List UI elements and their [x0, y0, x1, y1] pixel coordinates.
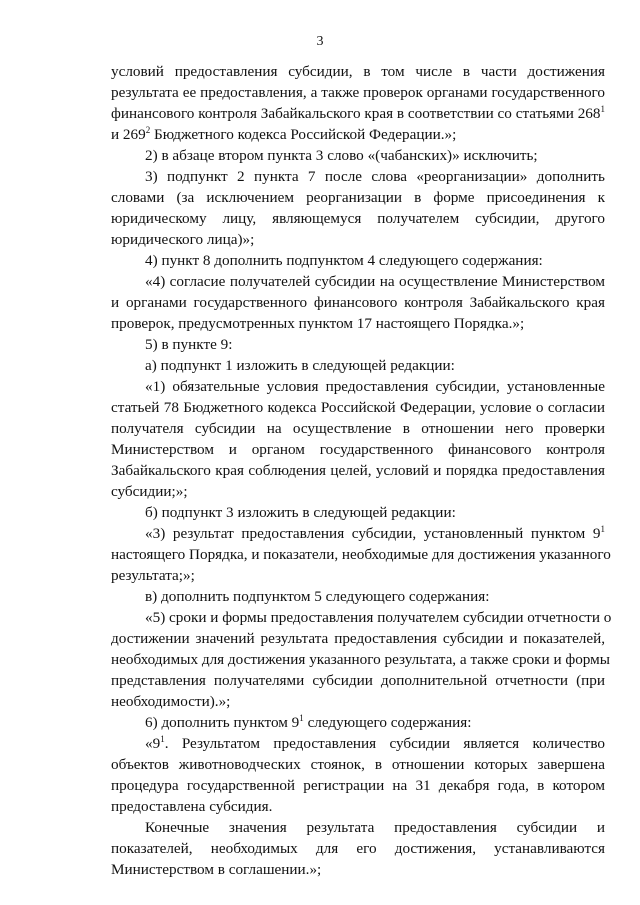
text-line: словами (за исключением реорганизации в форме присоединения к	[111, 189, 605, 206]
text-fragment: следующего содержания:	[303, 714, 472, 731]
text-fragment: Бюджетного кодекса Российской Федерации.»;	[150, 126, 457, 143]
text-line: 2) в абзаце втором пункта 3 слово «(чабанских)» исключить;	[145, 147, 538, 164]
text-fragment: «9	[145, 735, 161, 752]
text-line: в) дополнить подпунктом 5 следующего содержания:	[145, 588, 490, 605]
superscript: 1	[299, 713, 304, 723]
text-line: Министерством в соглашении.»;	[111, 861, 322, 878]
superscript: 1	[600, 524, 605, 534]
text-line: необходимых для достижения указанного результата, а также сроки и формы	[111, 651, 610, 668]
text-line: результата ее предоставления, а также проверок органами государственного	[111, 84, 605, 101]
text-line: «4) согласие получателей субсидии на осуществление Министерством	[145, 273, 605, 290]
text-line: Забайкальского края соблюдения целей, условий и порядка предоставления	[111, 462, 605, 479]
text-line: представления получателями субсидии дополнительной отчетности (при	[111, 672, 605, 689]
text-line: 5) в пункте 9:	[145, 336, 233, 353]
text-line: Министерством и органом государственного финансового контроля	[111, 441, 605, 458]
page-number: 3	[316, 34, 324, 49]
superscript: 1	[160, 734, 165, 744]
text-fragment: и 269	[111, 126, 146, 143]
text-line: предоставлена субсидия.	[111, 798, 273, 815]
text-line: статьей 78 Бюджетного кодекса Российской Федерации, условие о согласии	[111, 399, 605, 416]
text-line	[145, 713, 605, 733]
text-line: проверок, предусмотренных пунктом 17 настоящего Порядка.»;	[111, 315, 525, 332]
text-line: а) подпункт 1 изложить в следующей редакции:	[145, 357, 455, 374]
text-line: результата;»;	[111, 567, 195, 584]
text-line: «5) сроки и формы предоставления получателем субсидии отчетности о	[145, 609, 612, 626]
text-line: 4) пункт 8 дополнить подпунктом 4 следующего содержания:	[145, 252, 543, 269]
text-line: достижении значений результата предоставления субсидии и показателей,	[111, 630, 605, 647]
text-line: 3) подпункт 2 пункта 7 после слова «реорганизации» дополнить	[145, 168, 605, 185]
superscript: 1	[600, 104, 605, 114]
text-line: получателя субсидии на осуществление в отношении него проверки	[111, 420, 605, 437]
text-line: «1) обязательные условия предоставления субсидии, установленные	[145, 378, 605, 395]
text-line	[111, 104, 605, 124]
text-fragment: финансового контроля Забайкальского края в соответствии со статьями 268	[111, 105, 601, 122]
text-line	[111, 125, 605, 145]
text-fragment: 6) дополнить пунктом 9	[145, 714, 300, 731]
superscript: 2	[145, 125, 151, 135]
text-line: показателей, необходимых для его достижения, устанавливаются	[111, 840, 605, 857]
text-line: юридического лица)»;	[111, 231, 255, 248]
text-line: необходимости).»;	[111, 693, 231, 710]
text-line: Конечные значения результата предоставления субсидии и	[145, 819, 605, 836]
text-line	[145, 734, 605, 754]
text-line: процедура государственной регистрации на 31 декабря года, в котором	[111, 777, 605, 794]
text-fragment: «3) результат предоставления субсидии, установленный пунктом 9	[145, 525, 601, 542]
text-line: субсидии;»;	[111, 483, 188, 500]
text-line: условий предоставления субсидии, в том числе в части достижения	[111, 63, 605, 80]
text-line: б) подпункт 3 изложить в следующей редакции:	[145, 504, 456, 521]
text-fragment: . Результатом предоставления субсидии является количество	[164, 735, 605, 752]
text-line: юридическому лицу, являющемуся получателем субсидии, другого	[111, 210, 605, 227]
text-line: объектов животноводческих стоянок, в отношении которых завершена	[111, 756, 605, 773]
text-line: и органами государственного финансового контроля Забайкальского края	[111, 294, 605, 311]
text-line: настоящего Порядка, и показатели, необходимые для достижения указанного	[111, 546, 611, 563]
text-line	[145, 524, 605, 544]
